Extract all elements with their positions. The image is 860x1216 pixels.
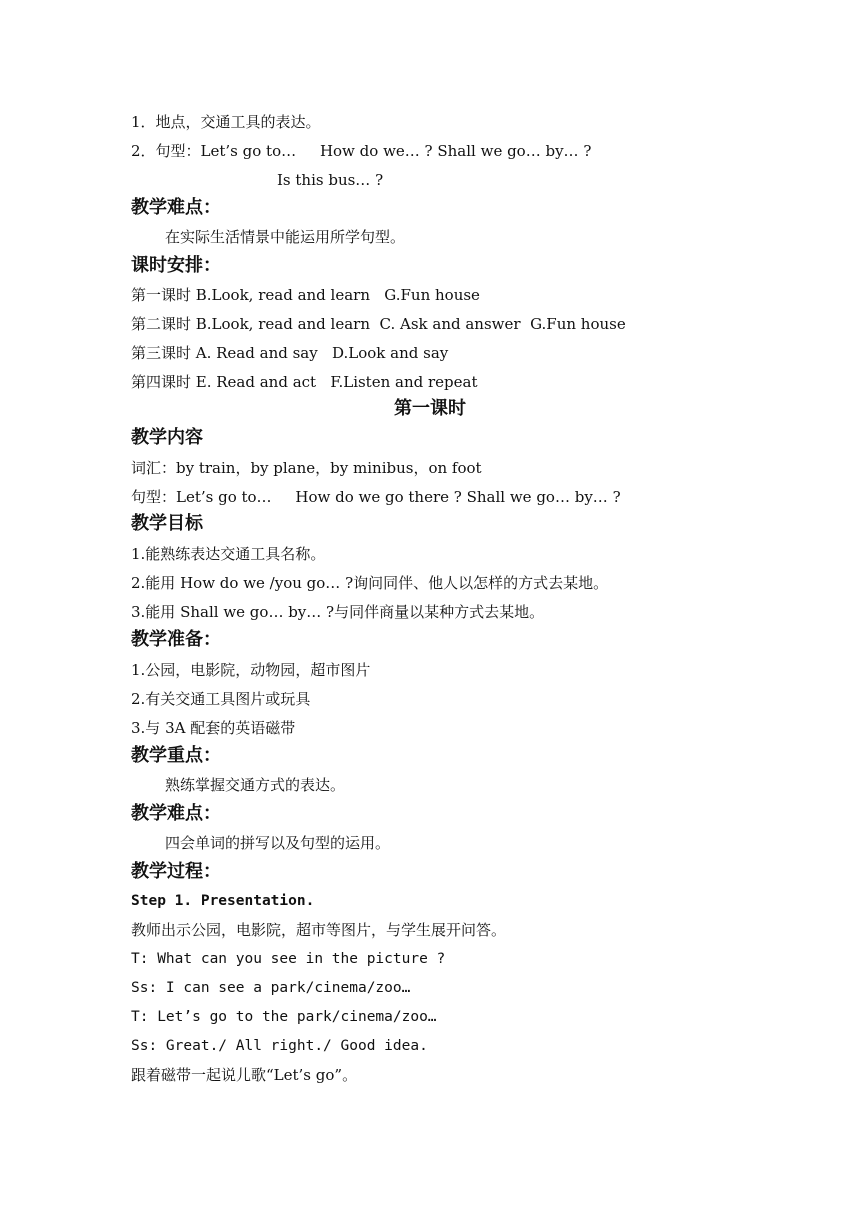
section-heading: 教学准备： <box>131 629 221 650</box>
section-heading: 教学目标 <box>131 513 203 534</box>
text-line: 3.与 3A 配套的英语磁带 <box>131 719 296 737</box>
text-line: 2．句型：Let’s go to… How do we… ? Shall we go… by… ? <box>131 142 592 160</box>
text-line: 1．地点，交通工具的表达。 <box>131 113 321 131</box>
step-heading: Step 1. Presentation. <box>131 893 315 909</box>
text-line: 句型：Let’s go to… How do we go there ? Shall we go… by… ? <box>131 488 621 506</box>
text-line: Is this bus… ? <box>277 171 384 189</box>
text-line: 跟着磁带一起说儿歌“Let’s go”。 <box>131 1066 358 1084</box>
section-heading: 教学重点： <box>131 745 221 766</box>
text-line: 1.能熟练表达交通工具名称。 <box>131 545 326 563</box>
dialogue-line: Ss: Great./ All right./ Good idea. <box>131 1038 428 1054</box>
dialogue-line: T: Let’s go to the park/cinema/zoo… <box>131 1009 437 1025</box>
section-heading: 课时安排： <box>131 255 221 276</box>
section-heading: 教学过程： <box>131 861 221 882</box>
text-line: 2.能用 How do we /you go… ?询问同伴、他人以怎样的方式去某地。 <box>131 574 609 592</box>
text-line: 2.有关交通工具图片或玩具 <box>131 690 311 708</box>
text-line: 3.能用 Shall we go… by… ?与同伴商量以某种方式去某地。 <box>131 603 545 621</box>
schedule-line: 第四课时 E. Read and act F.Listen and repeat <box>131 373 478 391</box>
section-heading: 教学难点： <box>131 197 221 218</box>
schedule-line: 第二课时 B.Look, read and learn C. Ask and answer G.Fun house <box>131 315 626 333</box>
text-line: 四会单词的拼写以及句型的运用。 <box>165 834 391 852</box>
text-line: 1.公园，电影院，动物园，超市图片 <box>131 661 371 679</box>
schedule-line: 第一课时 B.Look, read and learn G.Fun house <box>131 286 480 304</box>
lesson-title: 第一课时 <box>394 398 466 419</box>
text-line: 在实际生活情景中能运用所学句型。 <box>165 228 406 246</box>
dialogue-line: Ss: I can see a park/cinema/zoo… <box>131 980 411 996</box>
dialogue-line: T: What can you see in the picture ? <box>131 951 446 967</box>
text-line: 词汇：by train，by plane，by minibus，on foot <box>131 459 482 477</box>
schedule-line: 第三课时 A. Read and say D.Look and say <box>131 344 449 362</box>
section-heading: 教学内容 <box>131 427 203 448</box>
text-line: 熟练掌握交通方式的表达。 <box>165 776 346 794</box>
text-line: 教师出示公园，电影院，超市等图片，与学生展开问答。 <box>131 921 507 939</box>
section-heading: 教学难点： <box>131 803 221 824</box>
